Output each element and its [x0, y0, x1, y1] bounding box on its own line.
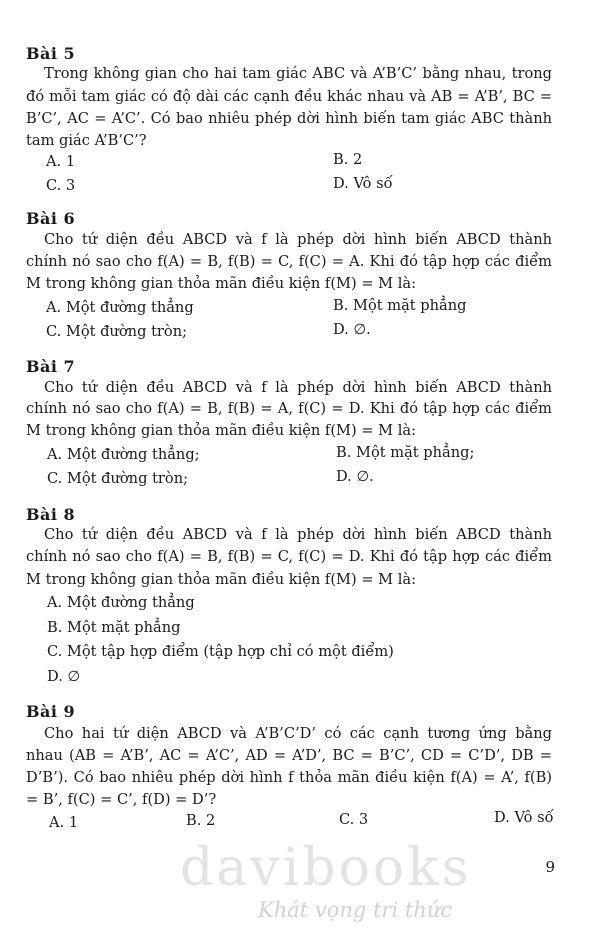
problem-6-option-c: C. Một đường tròn; — [46, 323, 188, 340]
problem-7-title: Bài 7 — [26, 357, 76, 376]
problem-5-text-line: đó mỗi tam giác có độ dài các cạnh đều khác nhau và AB = A’B’, BC = — [26, 88, 552, 105]
problem-7-text-line: Cho tứ diện đều ABCD và f là phép dời hình biến ABCD thành — [44, 379, 552, 396]
problem-5-title: Bài 5 — [26, 44, 76, 63]
problem-7-option-b: B. Một mặt phẳng; — [336, 444, 475, 461]
watermark-tagline: Khát vọng tri thức — [258, 898, 453, 922]
problem-8-option-b: B. Một mặt phẳng — [47, 619, 181, 636]
problem-5-text-line: tam giác A’B’C’? — [26, 132, 147, 149]
problem-6-option-b: B. Một mặt phẳng — [333, 297, 467, 314]
problem-5-text-line: Trong không gian cho hai tam giác ABC và A’B’C’ bằng nhau, trong — [44, 65, 552, 82]
page-number: 9 — [545, 858, 555, 876]
problem-8-option-a: A. Một đường thẳng — [47, 594, 195, 611]
problem-5-option-c: C. 3 — [46, 177, 76, 194]
problem-7-option-a: A. Một đường thẳng; — [47, 446, 200, 463]
problem-9-option-b: B. 2 — [186, 812, 216, 829]
problem-6-text-line: M trong không gian thỏa mãn điều kiện f(M) = M là: — [26, 275, 417, 292]
watermark-logo: davibooks — [180, 838, 472, 898]
problem-9-text-line: = B’, f(C) = C’, f(D) = D’? — [26, 791, 217, 808]
problem-6-title: Bài 6 — [26, 209, 76, 228]
problem-5-option-d: D. Vô số — [333, 175, 393, 192]
problem-9-option-a: A. 1 — [49, 814, 79, 831]
problem-8-option-c: C. Một tập hợp điểm (tập hợp chỉ có một điểm) — [47, 643, 394, 660]
problem-9-text-line: nhau (AB = A’B’, AC = A’C’, AD = A’D’, BC = B’C’, CD = C’D’, DB = — [26, 747, 552, 764]
problem-6-text-line: Cho tứ diện đều ABCD và f là phép dời hình biến ABCD thành — [44, 231, 552, 248]
problem-8-text-line: M trong không gian thỏa mãn điều kiện f(M) = M là: — [26, 571, 417, 588]
problem-7-option-c: C. Một đường tròn; — [47, 470, 189, 487]
problem-8-option-d: D. ∅ — [47, 668, 81, 685]
problem-9-option-d: D. Vô số — [494, 809, 554, 826]
problem-7-text-line: chính nó sao cho f(A) = B, f(B) = A, f(C) = D. Khi đó tập hợp các điểm — [26, 400, 552, 417]
problem-6-option-a: A. Một đường thẳng — [46, 299, 194, 316]
problem-8-title: Bài 8 — [26, 505, 76, 524]
problem-8-text-line: chính nó sao cho f(A) = B, f(B) = C, f(C) = D. Khi đó tập hợp các điểm — [26, 548, 552, 565]
problem-6-option-d: D. ∅. — [333, 321, 371, 338]
problem-5-option-a: A. 1 — [46, 153, 76, 170]
problem-9-title: Bài 9 — [26, 702, 76, 721]
problem-5-option-b: B. 2 — [333, 151, 363, 168]
problem-9-text-line: D’B’). Có bao nhiêu phép dời hình f thỏa mãn điều kiện f(A) = A’, f(B) — [26, 769, 552, 786]
problem-5-text-line: B’C’, AC = A’C’. Có bao nhiêu phép dời hình biến tam giác ABC thành — [26, 110, 552, 127]
problem-6-text-line: chính nó sao cho f(A) = B, f(B) = C, f(C) = A. Khi đó tập hợp các điểm — [26, 253, 552, 270]
problem-8-text-line: Cho tứ diện đều ABCD và f là phép dời hình biến ABCD thành — [44, 526, 552, 543]
problem-9-option-c: C. 3 — [339, 811, 369, 828]
problem-7-option-d: D. ∅. — [336, 468, 374, 485]
problem-7-text-line: M trong không gian thỏa mãn điều kiện f(M) = M là: — [26, 422, 417, 439]
problem-9-text-line: Cho hai tứ diện ABCD và A’B’C’D’ có các cạnh tương ứng bằng — [44, 725, 552, 742]
